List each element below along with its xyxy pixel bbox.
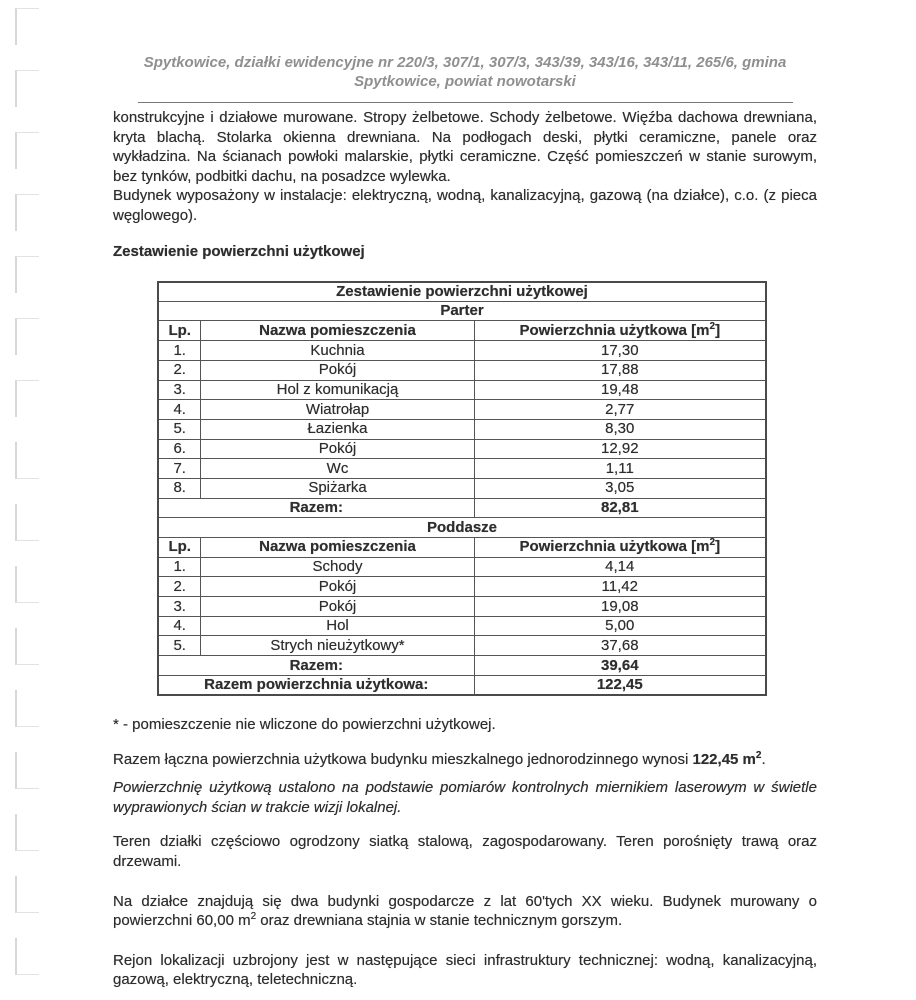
section-row-poddasze (158, 518, 766, 538)
table-title-row (158, 282, 766, 302)
binding-mark (15, 814, 39, 851)
table-row (158, 341, 766, 361)
row-lp: 8. (158, 478, 201, 498)
binding-mark (15, 194, 39, 231)
table-row (158, 597, 766, 617)
paragraph-measurement-method: Powierzchnię użytkową ustalono na podstawie pomiarów kontrolnych miernikiem laserowym w świetle wyprawionych ścian w trakcie wizji lokalnej. (113, 779, 817, 816)
subtotal-row-parter (158, 498, 766, 518)
binding-mark (15, 8, 39, 45)
binding-mark (15, 318, 39, 355)
row-area: 19,48 (474, 380, 766, 400)
grand-total-row (158, 675, 766, 695)
binding-mark (15, 442, 39, 479)
table-row (158, 577, 766, 597)
subtotal-label: Razem: (158, 656, 474, 676)
row-name: Pokój (201, 577, 474, 597)
row-area: 37,68 (474, 636, 766, 656)
row-area: 1,11 (474, 459, 766, 479)
row-lp: 3. (158, 380, 201, 400)
row-area: 12,92 (474, 439, 766, 459)
row-name: Wc (201, 459, 474, 479)
col-header-name: Nazwa pomieszczenia (201, 321, 474, 341)
column-header-row (158, 538, 766, 558)
row-name: Pokój (201, 597, 474, 617)
subtotal-value: 39,64 (474, 656, 766, 676)
col-header-area: Powierzchnia użytkowa $[m^2]$ (474, 321, 766, 341)
table-row (158, 459, 766, 479)
row-area: 2,77 (474, 400, 766, 420)
subtotal-label: Razem: (158, 498, 474, 518)
table-row (158, 419, 766, 439)
row-lp: 5. (158, 636, 201, 656)
section-heading-area-summary: Zestawienie powierzchni użytkowej (113, 242, 365, 260)
binding-mark (15, 938, 39, 975)
table-row (158, 400, 766, 420)
column-header-row (158, 321, 766, 341)
summary-prefix: Razem łączna powierzchnia użytkowa budynku mieszkalnego jednorodzinnego wynosi (113, 750, 693, 768)
row-name: Pokój (201, 439, 474, 459)
area-summary-table (157, 281, 767, 696)
page-header-running-title: Spytkowice, działki ewidencyjne nr 220/3, 307/1, 307/3, 343/39, 343/16, 343/11, 265/6, gmina Spytkowice, powiat nowotarski (143, 54, 787, 90)
row-area: 5,00 (474, 616, 766, 636)
col-header-lp: Lp. (158, 321, 201, 341)
row-area: 17,30 (474, 341, 766, 361)
binding-mark (15, 566, 39, 603)
document-content (113, 0, 817, 990)
binding-mark (15, 256, 39, 293)
section-row-parter (158, 301, 766, 321)
header-divider (138, 102, 793, 103)
binding-mark (15, 380, 39, 417)
row-area: 4,14 (474, 557, 766, 577)
row-lp: 6. (158, 439, 201, 459)
row-lp: 2. (158, 360, 201, 380)
binding-mark (15, 752, 39, 789)
col-header-name: Nazwa pomieszczenia (201, 538, 474, 558)
row-area: 19,08 (474, 597, 766, 617)
binding-mark (15, 70, 39, 107)
row-area: 3,05 (474, 478, 766, 498)
paragraph-total-area (113, 750, 817, 770)
col-header-lp: Lp. (158, 538, 201, 558)
paragraph-utilities: Rejon lokalizacji uzbrojony jest w następujące sieci infrastruktury technicznej: wodną, kanalizacyjną, gazową, elektryczną, teletechniczną. (113, 951, 817, 989)
table-title: Zestawienie powierzchni użytkowej (158, 282, 766, 302)
row-lp: 1. (158, 341, 201, 361)
binding-mark (15, 876, 39, 913)
summary-total-value: 122,45 $m^2$ (692, 749, 762, 768)
row-name: Spiżarka (201, 478, 474, 498)
table-row (158, 360, 766, 380)
subtotal-row-poddasze (158, 656, 766, 676)
paragraph-construction: konstrukcyjne i działowe murowane. Stropy żelbetowe. Schody żelbetowe. Więźba dachowa drewniana, kryta blachą. Stolarka okienna drewniana. Na podłogach deski, płytki ceramiczne, panele oraz wykładzina. Na ścianach powłoki malarskie, płytki ceramiczne. Część pomieszczeń w stanie surowym, bez tynków, podbitki dachu, na posadzce wylewka. (113, 109, 817, 185)
row-lp: 2. (158, 577, 201, 597)
row-area: 8,30 (474, 419, 766, 439)
binding-mark (15, 132, 39, 169)
row-lp: 4. (158, 400, 201, 420)
row-lp: 5. (158, 419, 201, 439)
paragraph-outbuildings: Na działce znajdują się dwa budynki gospodarcze z lat 60'tych XX wieku. Budynek murowany o powierzchni 60,00 $m^2$ oraz drewniana stajnia w stanie technicznym gorszym. (113, 892, 817, 930)
grand-total-value: 122,45 (474, 675, 766, 695)
subtotal-value: 82,81 (474, 498, 766, 518)
table-row (158, 380, 766, 400)
row-area: 17,88 (474, 360, 766, 380)
row-lp: 3. (158, 597, 201, 617)
row-name: Hol (201, 616, 474, 636)
row-name: Strych nieużytkowy* (201, 636, 474, 656)
row-area: 11,42 (474, 577, 766, 597)
table-row (158, 557, 766, 577)
table-row (158, 616, 766, 636)
table-row (158, 478, 766, 498)
col-header-area: Powierzchnia użytkowa $[m^2]$ (474, 538, 766, 558)
paragraph-installations: Budynek wyposażony w instalacje: elektryczną, wodną, kanalizacyjną, gazową (na działce), c.o. (z pieca węglowego). (113, 187, 817, 224)
row-name: Hol z komunikacją (201, 380, 474, 400)
grand-total-label: Razem powierzchnia użytkowa: (158, 675, 474, 695)
summary-suffix: . (761, 750, 766, 768)
row-name: Pokój (201, 360, 474, 380)
section-label: Parter (158, 301, 766, 321)
binding-mark (15, 504, 39, 541)
table-row (158, 636, 766, 656)
binding-mark (15, 690, 39, 727)
row-lp: 4. (158, 616, 201, 636)
row-lp: 7. (158, 459, 201, 479)
row-name: Kuchnia (201, 341, 474, 361)
table-row (158, 439, 766, 459)
row-name: Schody (201, 557, 474, 577)
row-name: Wiatrołap (201, 400, 474, 420)
paragraph-plot-description: Teren działki częściowo ogrodzony siatką stalową, zagospodarowany. Teren porośnięty trawą oraz drzewami. (113, 833, 817, 870)
row-lp: 1. (158, 557, 201, 577)
section-label: Poddasze (158, 518, 766, 538)
row-name: Łazienka (201, 419, 474, 439)
binding-mark (15, 628, 39, 665)
footnote-asterisk: * - pomieszczenie nie wliczone do powierzchni użytkowej. (113, 716, 496, 733)
